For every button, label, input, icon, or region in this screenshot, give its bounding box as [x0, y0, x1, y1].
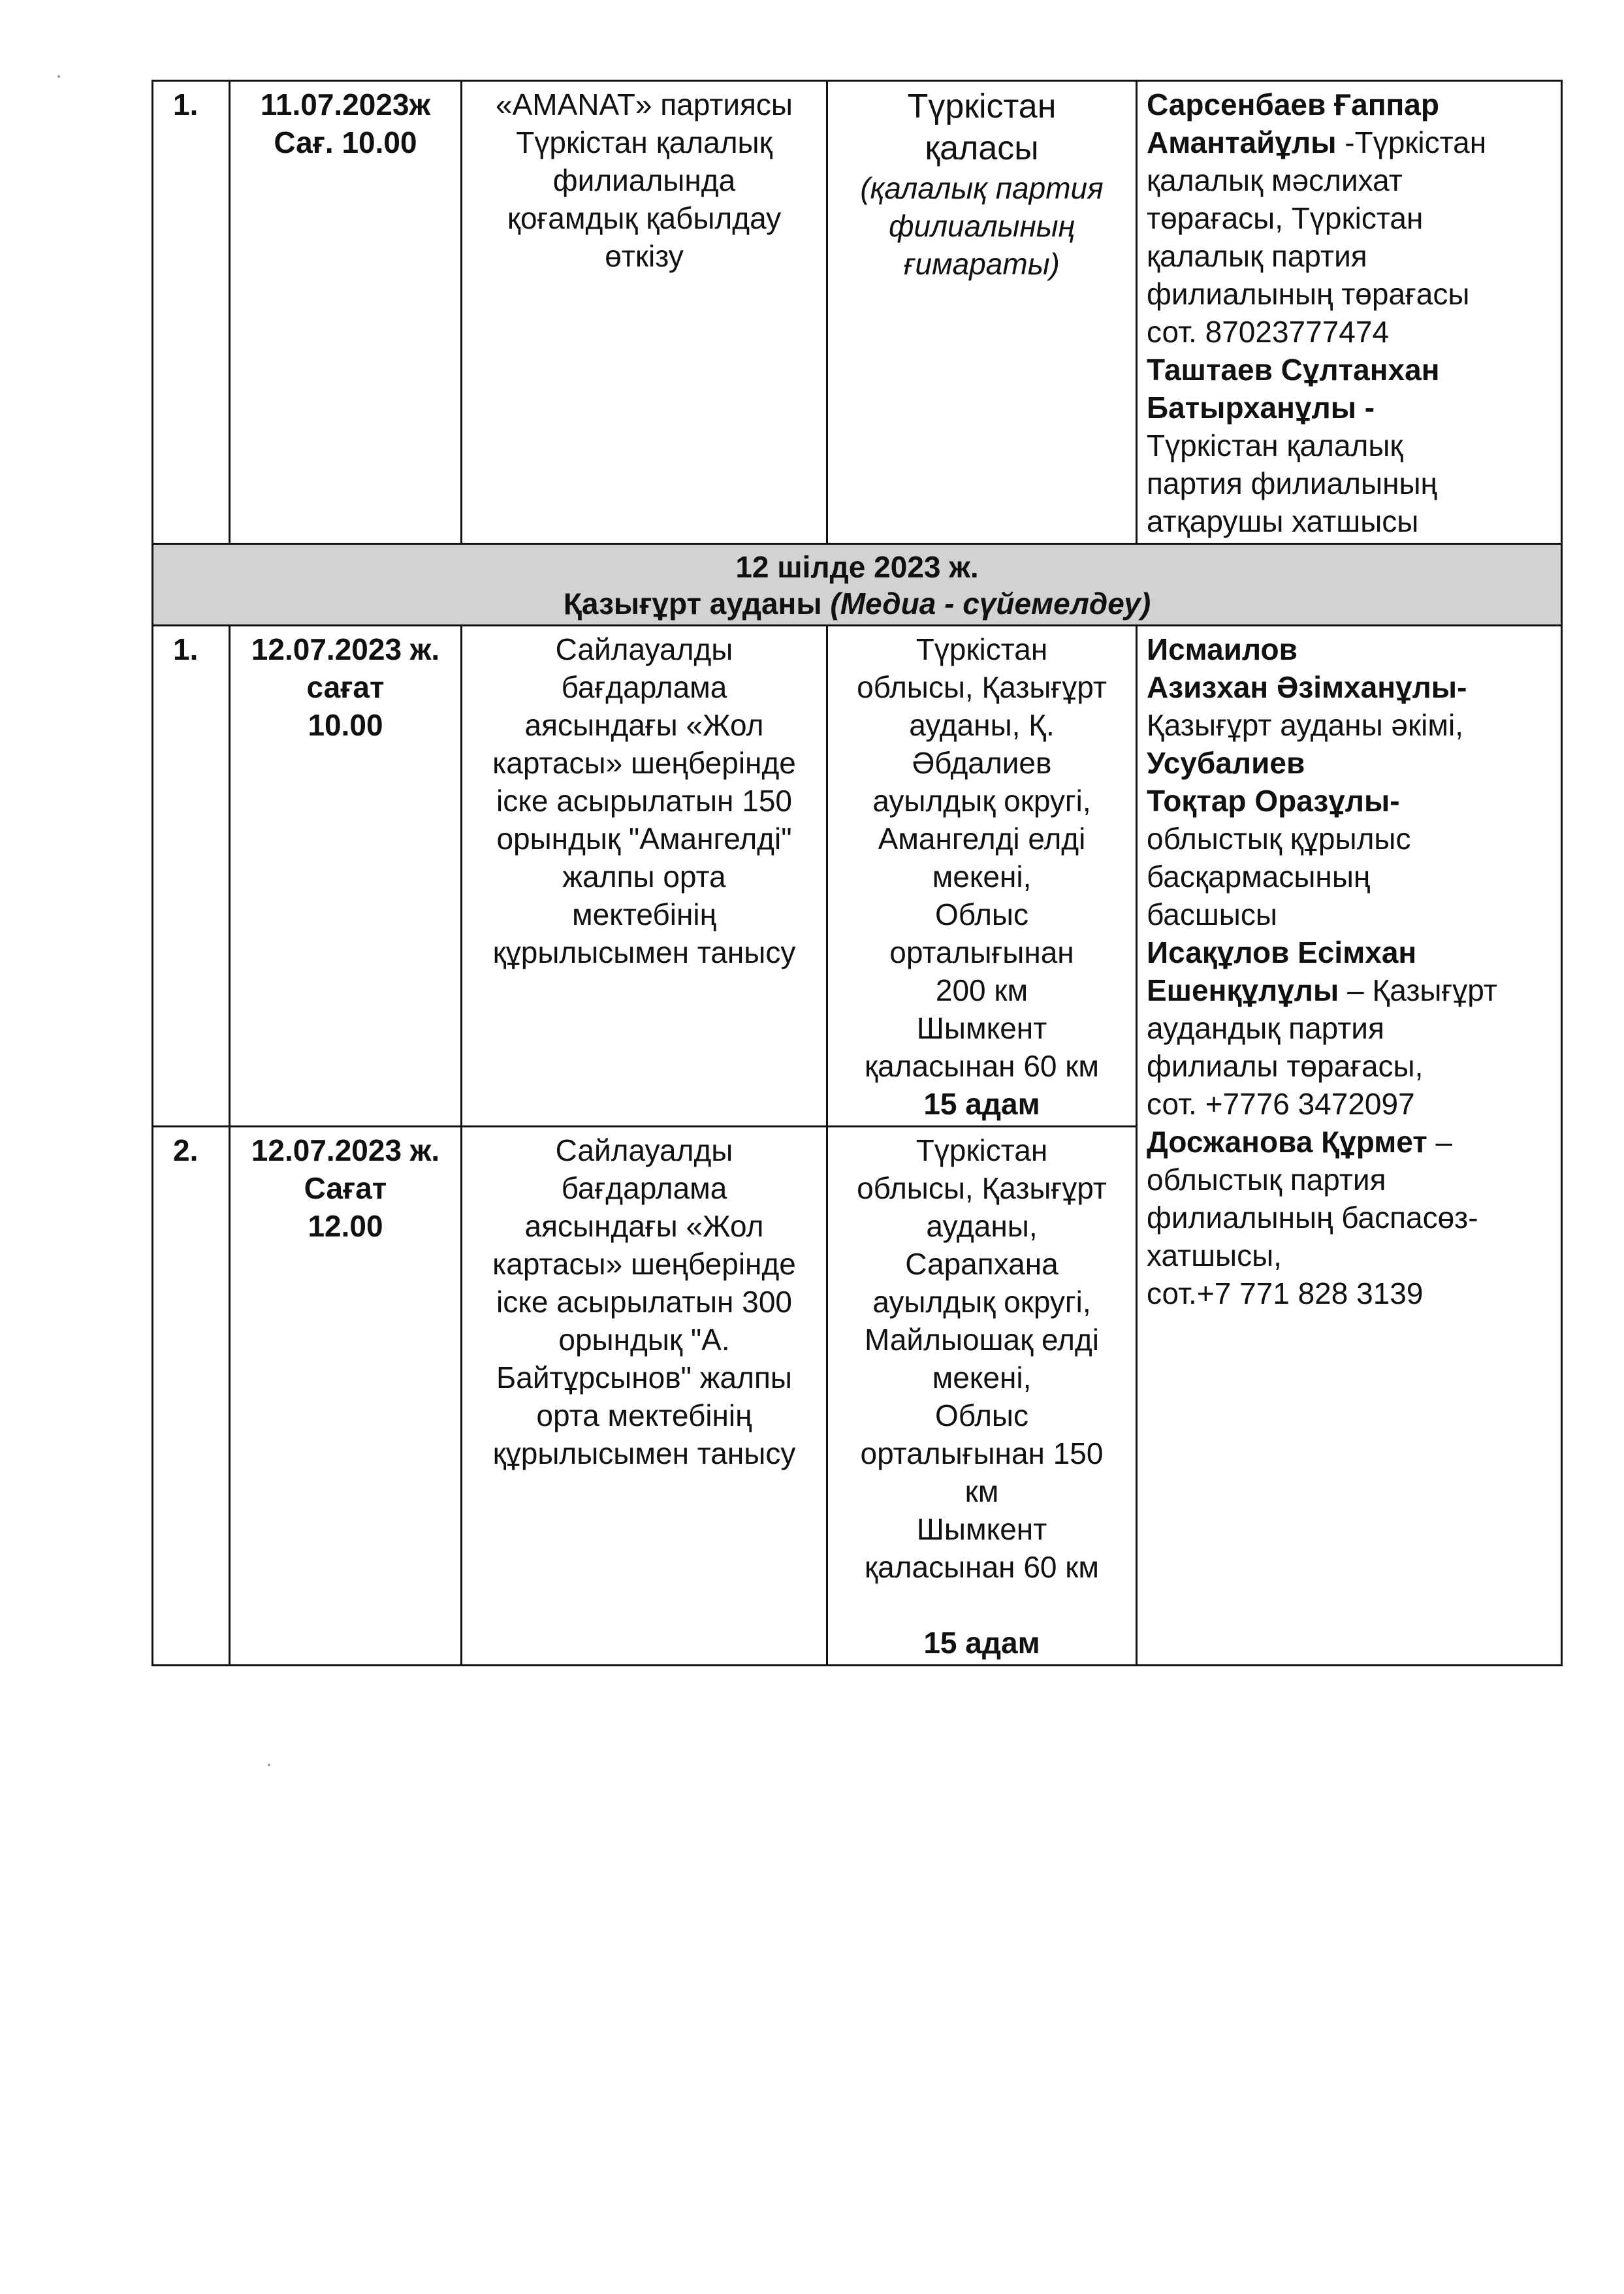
- date-cell: [230, 626, 462, 1127]
- contact-text: Қазығұрт ауданы әкімі,: [1147, 708, 1463, 742]
- event-line: «AMANAT» партиясы: [495, 88, 793, 121]
- contact-role: партия филиалының: [1147, 466, 1437, 500]
- contact-text: сот.+7 771 828 3139: [1147, 1276, 1424, 1310]
- contact-text: – Қазығұрт: [1339, 973, 1497, 1007]
- place-line: Сарапхана: [905, 1247, 1059, 1281]
- row-number: 1.: [153, 626, 230, 1127]
- event-line: Байтұрсынов" жалпы: [496, 1361, 792, 1395]
- scan-speck: [57, 75, 60, 78]
- event-cell: [462, 1127, 827, 1666]
- place-line: қаласынан 60 км: [864, 1049, 1100, 1083]
- date-text: 11.07.2023ж: [260, 88, 431, 121]
- place-line: Түркістан: [907, 88, 1057, 125]
- contact-text: аудандық партия: [1147, 1011, 1384, 1045]
- contact-role: -Түркістан: [1336, 125, 1487, 159]
- place-line: Түркістан: [915, 632, 1048, 666]
- place-line: мекені,: [932, 1361, 1032, 1395]
- event-line: аясындағы «Жол: [524, 1209, 764, 1243]
- event-line: жалпы орта: [562, 860, 726, 894]
- event-line: орта мектебінің: [536, 1398, 752, 1432]
- place-line: облысы, Қазығұрт: [857, 1171, 1107, 1205]
- event-line: іске асырылатын 300: [496, 1285, 792, 1319]
- place-line: Майлыошақ елді: [865, 1323, 1099, 1357]
- row-number: 1.: [153, 81, 230, 544]
- place-line: облысы, Қазығұрт: [857, 670, 1107, 704]
- contact-name: Таштаев Сұлтанхан: [1147, 353, 1440, 387]
- event-line: бағдарлама: [561, 1171, 727, 1205]
- contact-role: қалалық партия: [1147, 239, 1367, 273]
- contact-role: филиалының төрағасы: [1147, 277, 1470, 311]
- contact-text: филиалының баспасөз-: [1147, 1201, 1478, 1235]
- people-count: 15 адам: [923, 1087, 1040, 1121]
- place-line: қаласы: [925, 129, 1039, 167]
- table-row: [153, 626, 1562, 1127]
- time-label: Сағат: [304, 1171, 387, 1205]
- event-line: орындық "Амангелді": [496, 822, 792, 856]
- event-line: филиалында: [552, 163, 736, 197]
- time-text: 12.00: [308, 1209, 383, 1243]
- place-line: орталығынан 150: [860, 1436, 1104, 1470]
- contact-name: Ешенқұлұлы: [1147, 973, 1339, 1007]
- schedule-table: [151, 80, 1563, 1666]
- contact-text: басқармасының: [1147, 860, 1371, 894]
- event-line: құрылысымен танысу: [492, 935, 796, 969]
- contact-name: Исақұлов Есімхан: [1147, 935, 1417, 969]
- contact-name: Тоқтар Оразұлы-: [1147, 784, 1400, 818]
- place-note: филиалының: [889, 209, 1075, 243]
- place-line: мекені,: [932, 860, 1032, 894]
- district-name: Қазығұрт ауданы: [563, 587, 822, 621]
- place-cell: [827, 626, 1137, 1127]
- place-line: Амангелді елді: [878, 822, 1086, 856]
- event-line: құрылысымен танысу: [492, 1436, 796, 1470]
- contact-name: Сарсенбаев Ғаппар: [1147, 88, 1439, 121]
- contact-text: облыстық партия: [1147, 1163, 1386, 1197]
- place-cell: [827, 1127, 1137, 1666]
- contact-text: облыстық құрылыс: [1147, 822, 1411, 856]
- event-line: мектебінің: [571, 897, 717, 931]
- contact-text: хатшысы,: [1147, 1238, 1282, 1272]
- contact-phone: сот. 87023777474: [1147, 315, 1390, 349]
- place-line: орталығынан: [889, 935, 1074, 969]
- contact-role: төрағасы, Түркістан: [1147, 201, 1424, 235]
- scan-speck: [268, 1764, 270, 1766]
- place-note: (қалалық партия: [860, 171, 1104, 205]
- event-line: бағдарлама: [561, 670, 727, 704]
- place-line: Түркістан: [915, 1133, 1048, 1167]
- time-label: сағат: [306, 670, 385, 704]
- place-line: 200 км: [935, 973, 1028, 1007]
- place-cell: [827, 81, 1137, 544]
- event-line: картасы» шеңберінде: [492, 1247, 796, 1281]
- event-line: өткізу: [605, 239, 684, 273]
- contact-name: Исмаилов: [1147, 632, 1298, 666]
- event-line: Түркістан қалалық: [516, 125, 772, 159]
- contact-text: басшысы: [1147, 897, 1277, 931]
- contacts-cell: [1137, 81, 1562, 544]
- place-note: ғимараты): [904, 247, 1060, 281]
- place-line: ауданы, Қ.: [909, 708, 1055, 742]
- time-text: 10.00: [308, 708, 383, 742]
- media-note: (Медиа - сүйемелдеу): [830, 587, 1151, 621]
- contact-text: сот. +7776 3472097: [1147, 1087, 1415, 1121]
- event-line: картасы» шеңберінде: [492, 746, 796, 780]
- contact-role: Түркістан қалалық: [1147, 428, 1403, 462]
- contact-name: Азизхан Әзімханұлы-: [1147, 670, 1467, 704]
- people-count: 15 адам: [923, 1626, 1040, 1660]
- date-cell: [230, 1127, 462, 1666]
- place-line: км: [964, 1474, 999, 1508]
- table-row: [153, 81, 1562, 544]
- event-line: аясындағы «Жол: [524, 708, 764, 742]
- date-text: 12.07.2023 ж.: [251, 1133, 440, 1167]
- day-header-row: [153, 544, 1562, 626]
- event-cell: [462, 81, 827, 544]
- contact-name: Батырханұлы -: [1147, 391, 1375, 425]
- contact-role: атқарушы хатшысы: [1147, 504, 1419, 538]
- day-header-cell: [153, 544, 1562, 626]
- event-line: Сайлауалды: [555, 632, 733, 666]
- place-line: Облыс: [935, 1398, 1028, 1432]
- contact-text: филиалы төрағасы,: [1147, 1049, 1424, 1083]
- contact-name: Амантайұлы: [1147, 125, 1337, 159]
- event-line: іске асырылатын 150: [496, 784, 792, 818]
- day-date: 12 шілде 2023 ж.: [735, 550, 979, 584]
- place-line: ауданы,: [926, 1209, 1038, 1243]
- event-line: қоғамдық қабылдау: [507, 201, 782, 235]
- contacts-cell: [1137, 626, 1562, 1666]
- place-line: Шымкент: [916, 1512, 1047, 1546]
- row-number: 2.: [153, 1127, 230, 1666]
- place-line: Облыс: [935, 897, 1028, 931]
- contact-role: қалалық мәслихат: [1147, 163, 1403, 197]
- event-line: орындық "А.: [558, 1323, 730, 1357]
- date-text: 12.07.2023 ж.: [251, 632, 440, 666]
- place-line: қаласынан 60 км: [864, 1550, 1100, 1584]
- contact-name: Усубалиев: [1147, 746, 1305, 780]
- place-line: Әбдалиев: [912, 746, 1052, 780]
- contact-name: Досжанова Құрмет: [1147, 1125, 1427, 1159]
- event-cell: [462, 626, 827, 1127]
- date-cell: [230, 81, 462, 544]
- time-text: Сағ. 10.00: [274, 125, 417, 159]
- place-line: Шымкент: [916, 1011, 1047, 1045]
- place-line: ауылдық округі,: [872, 784, 1091, 818]
- contact-text: –: [1427, 1125, 1453, 1159]
- place-line: ауылдық округі,: [872, 1285, 1091, 1319]
- event-line: Сайлауалды: [555, 1133, 733, 1167]
